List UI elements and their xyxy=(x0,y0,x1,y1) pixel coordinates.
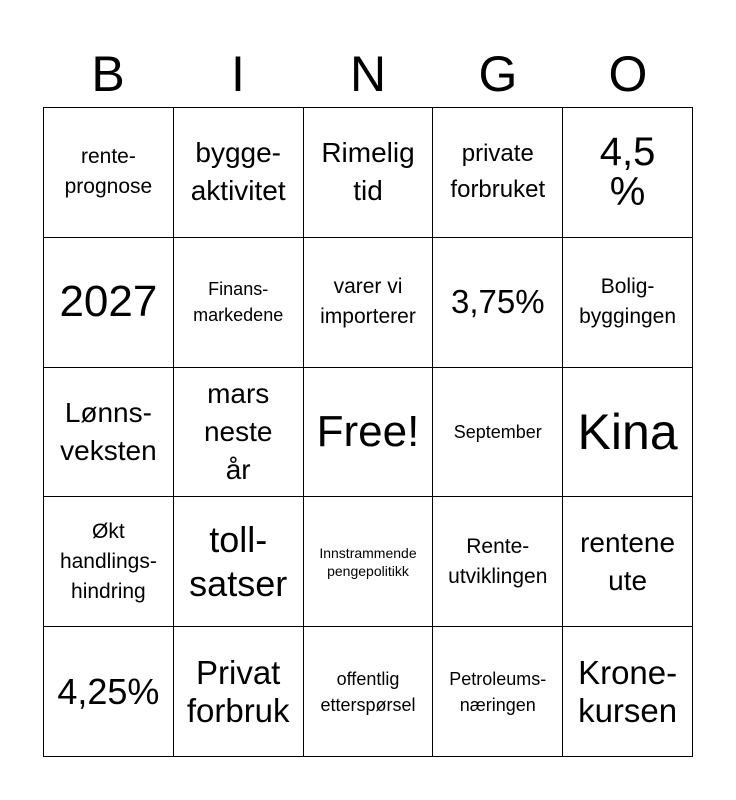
header-letter-o: O xyxy=(608,46,648,102)
cell-text: toll- satser xyxy=(189,518,288,604)
bingo-cell[interactable] xyxy=(174,368,304,498)
cell-text: Økt handlings- hindring xyxy=(59,519,157,603)
bingo-cell[interactable] xyxy=(304,238,434,368)
bingo-cell[interactable] xyxy=(563,497,693,627)
cell-text: private forbruket xyxy=(450,140,546,204)
cell-text: 2027 xyxy=(59,277,158,327)
bingo-cell[interactable] xyxy=(44,627,174,757)
bingo-cell[interactable] xyxy=(44,497,174,627)
header-letter-i: I xyxy=(231,46,245,102)
bingo-cell[interactable] xyxy=(563,368,693,498)
bingo-cell[interactable] xyxy=(563,627,693,757)
bingo-cell[interactable] xyxy=(174,108,304,238)
cell-text: Kina xyxy=(577,403,678,460)
bingo-cell[interactable] xyxy=(174,238,304,368)
bingo-cell[interactable] xyxy=(174,627,304,757)
cell-text: mars neste år xyxy=(203,377,273,485)
cell-text: 4,25% xyxy=(57,670,160,712)
bingo-cell[interactable] xyxy=(563,108,693,238)
bingo-cell[interactable] xyxy=(433,368,563,498)
bingo-cell[interactable] xyxy=(304,627,434,757)
bingo-cell[interactable] xyxy=(563,238,693,368)
bingo-header xyxy=(43,40,693,108)
bingo-cell[interactable] xyxy=(304,108,434,238)
bingo-cell[interactable] xyxy=(433,497,563,627)
bingo-cell[interactable] xyxy=(44,238,174,368)
cell-text: Free! xyxy=(316,406,420,456)
cell-text: bygge- aktivitet xyxy=(190,137,286,207)
bingo-cell-free[interactable] xyxy=(304,368,434,498)
bingo-cell[interactable] xyxy=(433,627,563,757)
bingo-cell[interactable] xyxy=(433,108,563,238)
bingo-cell[interactable] xyxy=(304,497,434,627)
cell-text: Petroleums- næringen xyxy=(449,668,547,715)
cell-text: Rimelig tid xyxy=(321,137,415,207)
cell-text: Krone- kursen xyxy=(578,653,678,729)
header-letter-n: N xyxy=(349,46,387,102)
bingo-cell[interactable] xyxy=(44,368,174,498)
cell-text: September xyxy=(453,421,542,442)
bingo-cell[interactable] xyxy=(174,497,304,627)
header-letter-g: G xyxy=(478,46,518,102)
bingo-cell[interactable] xyxy=(44,108,174,238)
cell-text: Finans- markedene xyxy=(193,279,284,326)
header-letter-b: B xyxy=(91,46,125,102)
cell-text: Lønns- veksten xyxy=(60,396,157,466)
cell-text: 4,5 % xyxy=(599,130,656,215)
cell-text: rente- prognose xyxy=(64,145,153,199)
cell-text: varer vi importerer xyxy=(320,275,416,329)
bingo-cell[interactable] xyxy=(433,238,563,368)
cell-text: rentene ute xyxy=(580,526,676,596)
cell-text: 3,75% xyxy=(451,283,545,321)
cell-text: Rente- utviklingen xyxy=(448,534,548,588)
cell-text: Innstrammende pengepolitikk xyxy=(319,544,417,579)
cell-text: Bolig- byggingen xyxy=(579,275,677,329)
bingo-grid xyxy=(43,107,693,757)
cell-text: Privat forbruk xyxy=(186,653,290,729)
cell-text: offentlig etterspørsel xyxy=(320,668,416,715)
